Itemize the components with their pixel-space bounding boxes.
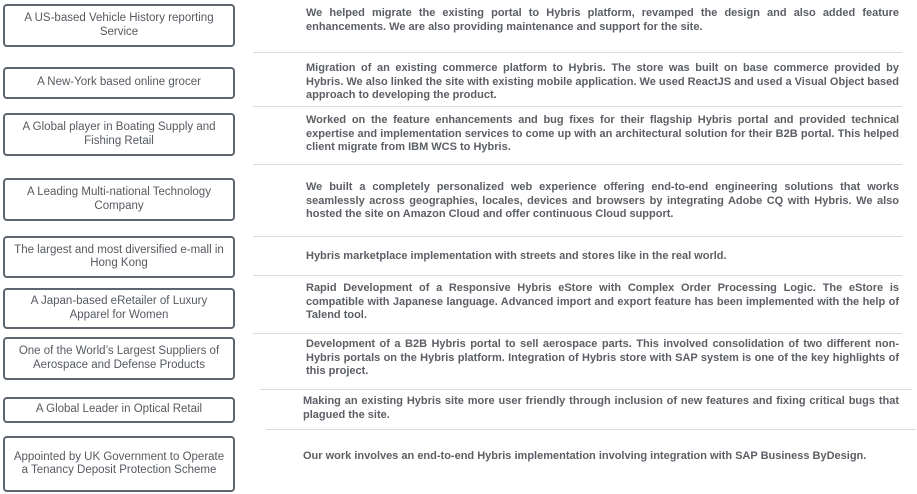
client-name: One of the World’s Largest Suppliers of Aerospace and Defense Products: [18, 345, 220, 371]
client-box: [3, 67, 235, 99]
client-name: A New-York based online grocer: [37, 76, 201, 89]
project-description: We built a completely personalized web experience offering end-to-end engineering solutions that works seamlessly across geographies, locales, devices and browsers by integrating Adobe CQ with Hybris. We also hosted the site on Amazon Cloud and offer continuous Cloud support.: [306, 181, 899, 220]
project-description: Development of a B2B Hybris portal to sell aerospace parts. This involved consolidation of two different non-Hybris portals on the Hybris platform. Integration of Hybris store with SAP system is one of the key highlights of this project.: [306, 338, 899, 377]
client-box: [3, 337, 235, 380]
project-description: Hybris marketplace implementation with streets and stores like in the real world.: [306, 250, 727, 262]
client-name: A Global Leader in Optical Retail: [35, 403, 203, 416]
client-box: [3, 236, 235, 278]
row-divider: [253, 333, 902, 334]
row-divider: [253, 52, 902, 53]
project-description: Rapid Development of a Responsive Hybris eStore with Complex Order Processing Logic. The eStore is compatible with Japanese language. Advanced import and export feature has been implemented with the help of Talend tool.: [306, 282, 899, 321]
row-divider: [266, 429, 916, 430]
client-box: [3, 436, 235, 492]
row-divider: [253, 236, 902, 237]
client-name: A Global player in Boating Supply and Fishing Retail: [22, 121, 216, 147]
project-description: Our work involves an end-to-end Hybris implementation involving integration with SAP Business ByDesign.: [303, 450, 867, 462]
client-box: [3, 178, 235, 221]
client-name: A Leading Multi-national Technology Company: [27, 186, 211, 212]
client-name: Appointed by UK Government to Operate a Tenancy Deposit Protection Scheme: [13, 450, 225, 476]
client-name: A Japan-based eRetailer of Luxury Apparel for Women: [30, 295, 208, 321]
client-name: The largest and most diversified e-mall in Hong Kong: [14, 243, 224, 269]
client-box: [3, 113, 235, 156]
client-box: [3, 397, 235, 423]
project-description: Worked on the feature enhancements and bug fixes for their flagship Hybris portal and provided technical expertise and implementation services to come up with an architectural solution for their B2B portal. This helped client migrate from IBM WCS to Hybris.: [306, 114, 899, 153]
row-divider: [253, 106, 902, 107]
client-box: [3, 4, 235, 47]
row-divider: [260, 389, 912, 390]
row-divider: [253, 164, 902, 165]
client-box: [3, 288, 235, 329]
project-description: Making an existing Hybris site more user friendly through inclusion of new features and fixing critical bugs that plagued the site.: [303, 395, 899, 421]
row-divider: [253, 275, 902, 276]
project-description: We helped migrate the existing portal to Hybris platform, revamped the design and also added feature enhancements. We are also providing maintenance and support for the site.: [306, 7, 899, 33]
client-name: A US-based Vehicle History reporting Service: [24, 12, 214, 38]
project-description: Migration of an existing commerce platform to Hybris. The store was built on base commerce provided by Hybris. We also linked the site with existing mobile application. We used ReactJS and used a Visual Object based approach to developing the product.: [306, 62, 899, 101]
